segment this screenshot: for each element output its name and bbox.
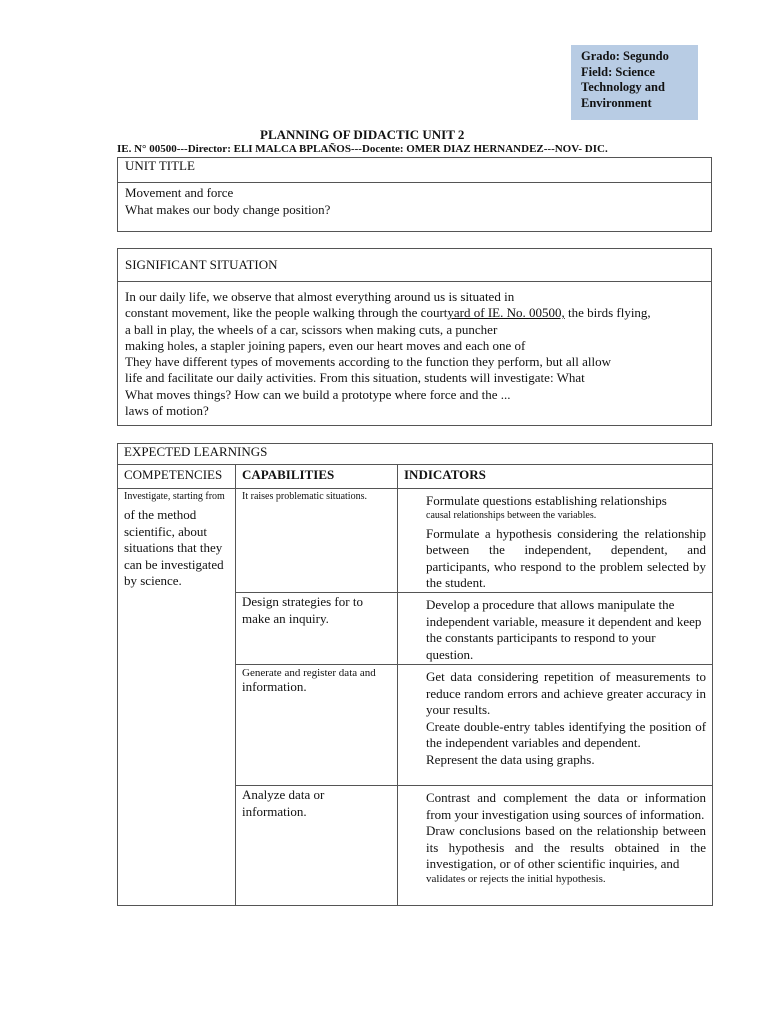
capability-cell <box>236 489 398 593</box>
indicator-text: Develop a procedure that allows manipulate the independent variable, measure it dependent and keep the constants participants to respond to your question. <box>426 597 702 662</box>
field-line: Field: Science <box>581 64 655 79</box>
bullet-icon <box>404 752 426 769</box>
indicators-header: INDICATORS <box>398 465 713 489</box>
bullet-icon <box>404 719 426 752</box>
unit-title-body <box>118 183 711 219</box>
situation-line: making holes, a stapler joining papers, even our heart moves and each one of <box>125 337 526 353</box>
capability-text: It raises problematic situations. <box>242 491 367 502</box>
indicator-item <box>404 526 706 592</box>
indicator-item <box>404 752 706 769</box>
situation-line: a ball in play, the wheels of a car, scissors when making cuts, a puncher <box>125 321 498 337</box>
indicator-item <box>404 823 706 885</box>
indicator-text: Represent the data using graphs. <box>426 751 595 767</box>
situation-underlined-text: yard of IE. No. 00500, <box>447 305 565 321</box>
bullet-icon <box>404 669 426 719</box>
unit-title-label: UNIT TITLE <box>118 158 711 183</box>
indicator-text: Formulate a hypothesis considering the relationship between the independent, dependent, and participants, who respond to the problem selected by the student. <box>426 525 707 590</box>
situation-line: What moves things? How can we build a prototype where force and the ... <box>125 386 511 402</box>
indicator-item <box>404 597 706 663</box>
competencies-header: COMPETENCIES <box>118 465 236 489</box>
grade-line: Grado: Segundo <box>581 49 669 63</box>
situation-text: constant movement, like the people walking through the court <box>125 305 448 321</box>
capabilities-header: CAPABILITIES <box>236 465 398 489</box>
indicator-item <box>404 493 706 522</box>
indicator-text: Formulate questions establishing relationships <box>426 493 667 508</box>
indicator-item <box>404 790 706 823</box>
capability-cell <box>236 665 398 786</box>
indicator-small-text: causal relationships between the variables. <box>426 509 597 521</box>
situation-line: life and facilitate our daily activities. From this situation, students will investigate: What <box>125 370 585 386</box>
expected-learnings-label: EXPECTED LEARNINGS <box>118 444 713 465</box>
indicator-item <box>404 669 706 719</box>
competency-text: of the method scientific, about situations that they can be investigated by science. <box>124 507 224 588</box>
significant-situation-body <box>118 282 711 419</box>
situation-text: the birds flying, <box>564 305 651 321</box>
significant-situation-box <box>117 248 712 426</box>
situation-line: They have different types of movements according to the function they perform, but all allow <box>125 354 612 370</box>
indicator-cell <box>398 786 713 906</box>
expected-learnings-table <box>117 443 713 906</box>
indicator-cell <box>398 489 713 593</box>
page-title: PLANNING OF DIDACTIC UNIT 2 <box>260 127 465 142</box>
indicator-cell <box>398 665 713 786</box>
indicator-text: Contrast and complement the data or information from your investigation using sources of information. <box>426 790 707 822</box>
competency-small-text: Investigate, starting from <box>124 491 225 502</box>
bullet-icon <box>404 823 426 885</box>
indicator-text: Get data considering repetition of measurements to reduce random errors and achieve greater accuracy in your results. <box>426 669 707 717</box>
indicator-text: Create double-entry tables identifying the position of the independent variables and dependent. <box>426 718 707 750</box>
grade-field-box <box>571 45 698 120</box>
indicator-item <box>404 719 706 752</box>
field-line-2: Technology and <box>581 80 665 94</box>
unit-title-line-1: Movement and force <box>125 185 234 200</box>
bullet-icon <box>404 493 426 522</box>
situation-line: laws of motion? <box>125 403 209 419</box>
indicator-small-text: validates or rejects the initial hypothesis. <box>426 872 606 885</box>
competency-cell <box>118 489 236 906</box>
situation-line: In our daily life, we observe that almost everything around us is situated in <box>125 289 515 304</box>
capability-small-text: Generate and register data and <box>242 667 376 679</box>
indicator-text: Draw conclusions based on the relationship between its hypothesis and the results obtained in the investigation, or of other scientific inquiries, and <box>426 823 707 871</box>
unit-title-line-2: What makes our body change position? <box>125 202 331 217</box>
capability-cell: Design strategies for to make an inquiry. <box>236 593 398 665</box>
bullet-icon <box>404 597 426 663</box>
field-line-3: Environment <box>581 95 652 110</box>
significant-situation-label: SIGNIFICANT SITUATION <box>118 249 711 282</box>
capability-cell: Analyze data or information. <box>236 786 398 906</box>
capability-text: information. <box>242 679 307 694</box>
unit-title-box <box>117 157 712 232</box>
bullet-icon <box>404 790 426 823</box>
bullet-icon <box>404 526 426 592</box>
situation-line <box>125 305 704 321</box>
page-subtitle: IE. N° 00500---Director: ELI MALCA BPLAÑOS---Docente: OMER DIAZ HERNANDEZ---NOV- DIC. <box>117 143 608 155</box>
indicator-cell <box>398 593 713 665</box>
